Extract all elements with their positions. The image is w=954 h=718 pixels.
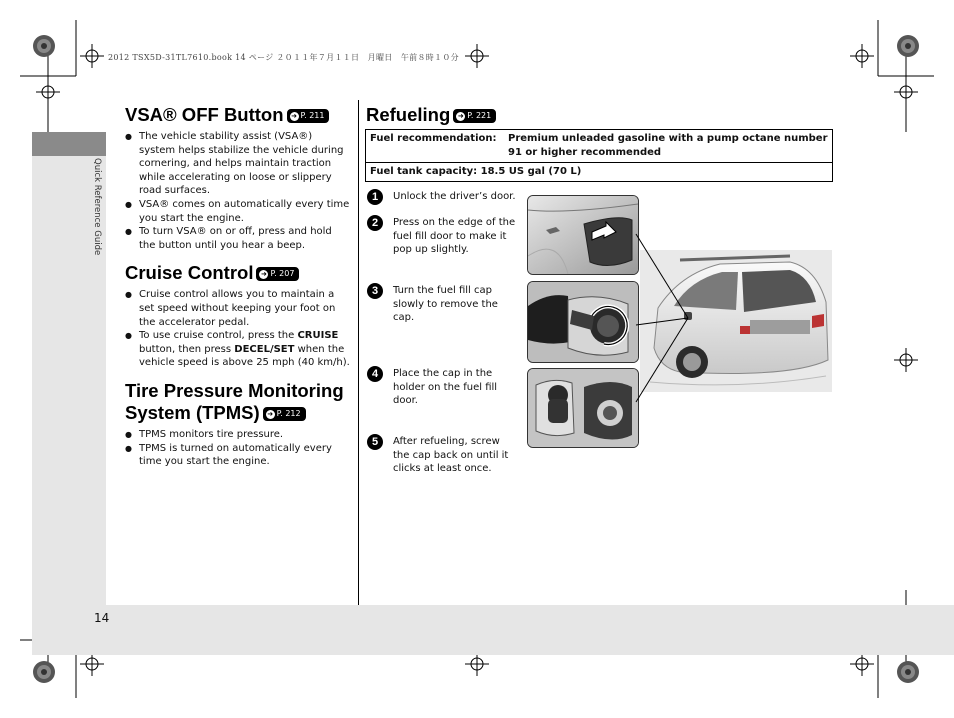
section-tab	[32, 132, 106, 156]
list-item: ● Cruise control allows you to maintain a set speed without keeping your foot on the accelerator pedal.	[125, 288, 350, 329]
refueling-page-ref[interactable]: ➜ P. 221	[453, 109, 496, 123]
refuel-step-2	[367, 215, 517, 257]
cruise-bullets	[125, 288, 350, 370]
list-item: ● VSA® comes on automatically every time you start the engine.	[125, 198, 350, 225]
step-text: Unlock the driver’s door.	[393, 191, 516, 202]
refueling-heading: Refueling ➜ P. 221	[366, 104, 496, 126]
tpms-section	[125, 380, 350, 469]
vsa-bullets	[125, 130, 350, 252]
car-rear-illustration	[640, 250, 832, 392]
fuel-cap-turn-illustration	[528, 282, 638, 362]
fuel-tank-row	[366, 163, 832, 181]
side-label: Quick Reference Guide	[92, 158, 102, 256]
step-text: After refueling, screw the cap back on until it clicks at least once.	[393, 436, 509, 475]
tpms-heading: Tire Pressure Monitoring System (TPMS) ➜ P. 212	[125, 379, 344, 423]
step-number: 2	[367, 215, 383, 231]
photo-fuel-door-push	[527, 195, 639, 275]
fuel-recommendation-value: Premium unleaded gasoline with a pump octane number 91 or higher recommended	[508, 133, 828, 158]
cruise-section	[125, 262, 350, 370]
fuel-tank-capacity: Fuel tank capacity: 18.5 US gal (70 L)	[370, 166, 582, 177]
refuel-step-3	[367, 283, 517, 325]
list-item: ● TPMS is turned on automatically every time you start the engine.	[125, 442, 350, 469]
refuel-step-1	[367, 189, 517, 205]
photo-fuel-cap-turn	[527, 281, 639, 363]
refuel-step-5	[367, 434, 517, 476]
cap-in-holder-illustration	[528, 369, 638, 447]
left-column	[125, 104, 350, 469]
photo-cap-in-holder	[527, 368, 639, 448]
step-number: 4	[367, 366, 383, 382]
step-number: 1	[367, 189, 383, 205]
column-divider	[358, 100, 359, 605]
step-number: 3	[367, 283, 383, 299]
cruise-heading: Cruise Control ➜ P. 207	[125, 262, 350, 284]
list-item: ● To turn VSA® on or off, press and hold the button until you hear a beep.	[125, 225, 350, 252]
fuel-recommendation-label: Fuel recommendation:	[370, 133, 497, 144]
vsa-page-ref[interactable]: ➜ P. 211	[287, 109, 330, 123]
tpms-page-ref[interactable]: ➜ P. 212	[263, 407, 306, 421]
page-number: 14	[94, 611, 110, 625]
list-item: ● The vehicle stability assist (VSA®) system helps stabilize the vehicle during cornering, and helps maintain traction while accelerating on loose or slippery road surfaces.	[125, 130, 350, 198]
step-number: 5	[367, 434, 383, 450]
arrow-right-icon: ➜	[291, 111, 297, 120]
arrow-right-icon: ➜	[267, 409, 274, 418]
print-header-line: 2012 TSX5D-31TL7610.book 14 ページ ２０１１年７月１１日 月曜日 午前８時１０分	[108, 53, 459, 62]
tpms-bullets	[125, 428, 350, 469]
step-text: Press on the edge of the fuel fill door to make it pop up slightly.	[393, 217, 516, 256]
car-illustration	[640, 250, 832, 392]
fuel-recommendation-row	[366, 130, 832, 163]
fuel-spec-table	[365, 129, 833, 182]
vsa-section	[125, 104, 350, 252]
step-text: Turn the fuel fill cap slowly to remove the cap.	[393, 285, 498, 324]
step-text: Place the cap in the holder on the fuel fill door.	[393, 368, 498, 407]
fuel-door-push-illustration	[528, 196, 638, 274]
arrow-right-icon: ➜	[457, 111, 464, 120]
vsa-heading: VSA® OFF Button ➜ P. 211	[125, 104, 350, 126]
arrow-right-icon: ➜	[261, 269, 267, 278]
list-item: ● To use cruise control, press the CRUISE button, then press DECEL/SET when the vehicle speed is above 25 mph (40 km/h).	[125, 329, 350, 370]
list-item: ● TPMS monitors tire pressure.	[125, 428, 350, 442]
refuel-step-4	[367, 366, 517, 408]
bottom-margin-panel	[32, 605, 954, 655]
cruise-page-ref[interactable]: ➜ P. 207	[256, 267, 299, 281]
